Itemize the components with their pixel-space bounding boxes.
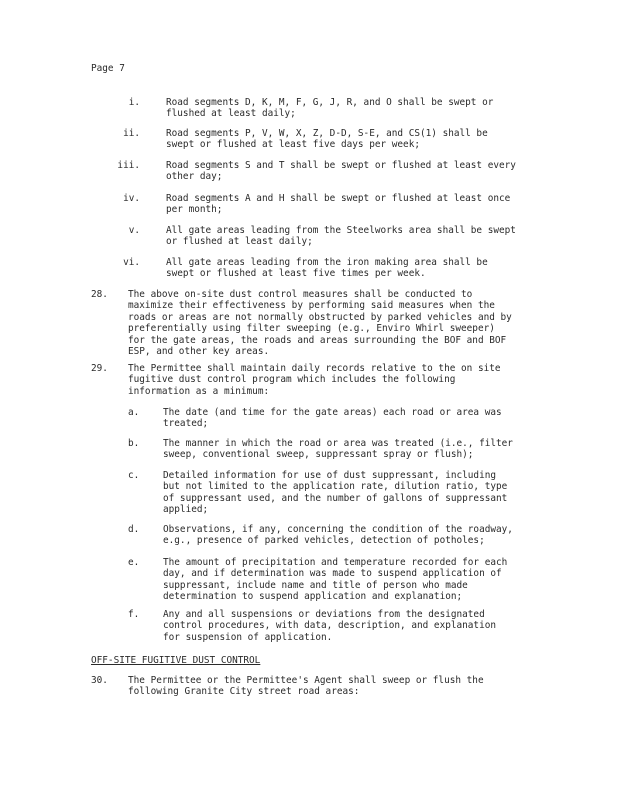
item-text: Observations, if any, concerning the condition of the roadway, e.g., presence of parked vehicles, detection of potholes; — [163, 524, 513, 547]
item-label: iv. — [123, 193, 140, 204]
section-heading: OFF-SITE FUGITIVE DUST CONTROL — [91, 655, 261, 666]
item-label: a. — [128, 407, 140, 418]
item-label: f. — [128, 609, 140, 620]
paragraph-text: The Permittee or the Permittee's Agent shall sweep or flush the following Granite City street road areas: — [128, 675, 484, 698]
item-text: Road segments D, K, M, F, G, J, R, and O shall be swept or flushed at least daily; — [166, 97, 494, 120]
item-text: The amount of precipitation and temperature recorded for each day, and if determination was made to suspend application of suppressant, include name and title of person who made determination to suspend application and explanation; — [163, 557, 508, 603]
item-label: vi. — [123, 257, 140, 268]
paragraph-number: 30. — [91, 675, 108, 686]
item-text: Road segments P, V, W, X, Z, D-D, S-E, and CS(1) shall be swept or flushed at least five days per week; — [166, 128, 488, 151]
item-text: All gate areas leading from the Steelworks area shall be swept or flushed at least daily; — [166, 225, 516, 248]
item-text: Detailed information for use of dust suppressant, including but not limited to the application rate, dilution ratio, type of suppressant used, and the number of gallons of suppressant applied; — [163, 470, 508, 516]
paragraph-number: 29. — [91, 363, 108, 374]
item-text: Road segments A and H shall be swept or flushed at least once per month; — [166, 193, 511, 216]
paragraph-text: The above on-site dust control measures shall be conducted to maximize their effectiveness by performing said measures when the roads or areas are not normally obstructed by parked vehicles and by preferentially using filter sweeping (e.g., Enviro Whirl sweeper) for the gate areas, the roads and areas surrounding the BOF and BOF ESP, and other key areas. — [128, 289, 512, 358]
item-text: Road segments S and T shall be swept or flushed at least every other day; — [166, 160, 516, 183]
item-label: i. — [128, 97, 140, 108]
item-label: b. — [128, 438, 140, 449]
paragraph-text: The Permittee shall maintain daily records relative to the on site fugitive dust control program which includes the following information as a minimum: — [128, 363, 501, 397]
item-text: Any and all suspensions or deviations from the designated control procedures, with data, description, and explanation for suspension of application. — [163, 609, 497, 643]
item-label: iii. — [117, 160, 140, 171]
page-number: Page 7 — [91, 63, 125, 74]
item-text: The manner in which the road or area was treated (i.e., filter sweep, conventional sweep, suppressant spray or flush); — [163, 438, 513, 461]
item-text: All gate areas leading from the iron making area shall be swept or flushed at least five times per week. — [166, 257, 488, 280]
item-text: The date (and time for the gate areas) each road or area was treated; — [163, 407, 502, 430]
item-label: v. — [128, 225, 140, 236]
item-label: ii. — [123, 128, 140, 139]
paragraph-number: 28. — [91, 289, 108, 300]
item-label: c. — [128, 470, 140, 481]
item-label: e. — [128, 557, 140, 568]
item-label: d. — [128, 524, 140, 535]
